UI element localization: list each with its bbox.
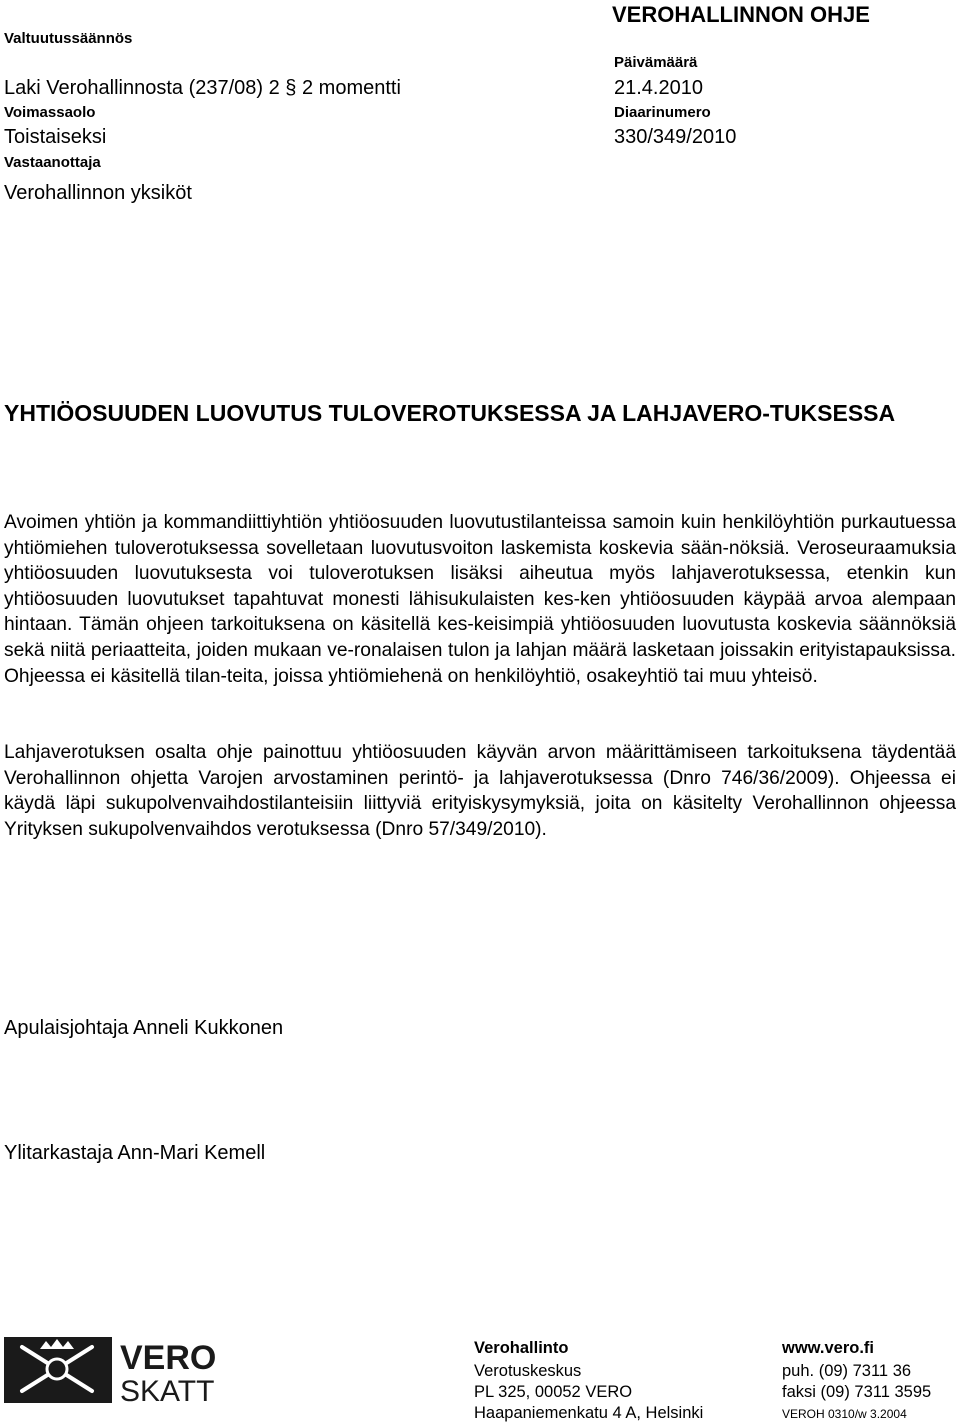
signature-deputy-director: Apulaisjohtaja Anneli Kukkonen: [4, 1017, 284, 1039]
authority-label: Valtuutussäännös: [4, 30, 133, 47]
footer-unit: Verotuskeskus: [474, 1362, 582, 1380]
intro-paragraph: Avoimen yhtiön ja kommandiittiyhtiön yhtiöosuuden luovutustilanteissa samoin kuin henkilöyhtiön purkautuessa yhtiömiehen tuloverotuksessa sovelletaan luovutusvoiton laskemista koskevia sään-nöksiä. Veroseuraamuksia yhtiöosuuden luovutuksesta voi tuloverotuksen lisäksi aiheutua myös lahjaverotuksessa, etenkin kun yhtiöosuuden luovutukset tapahtuvat monesti lähisukulaisten kes-ken yhtiöosuuden käypää arvoa alempaan hintaan. Tämän ohjeen tarkoituksena on käsitellä kes-keisimpiä yhtiöosuuden luovutusta koskevia säännöksiä sekä niitä periaatteita, joiden mukaan ve-ronalaisen tulon ja lahjan määrä lasketaan joissakin erityistapauksissa. Ohjeessa ei käsitellä tilan-teita, joissa yhtiömiehenä on henkilöyhtiö, osakeyhtiö tai muu yhteisö.: [4, 512, 956, 687]
logo-text-skatt: SKATT: [120, 1375, 215, 1405]
validity-value: Toistaiseksi: [4, 126, 107, 148]
date-label: Päivämäärä: [614, 54, 698, 71]
record-number-value: 330/349/2010: [614, 126, 737, 148]
footer-phone: puh. (09) 7311 36: [782, 1362, 912, 1380]
document-title: YHTIÖOSUUDEN LUOVUTUS TULOVEROTUKSESSA JA LAHJAVERO-TUKSESSA: [4, 400, 896, 426]
footer-website: www.vero.fi: [782, 1339, 874, 1357]
validity-label: Voimassaolo: [4, 104, 96, 121]
footer-org: Verohallinto: [474, 1339, 569, 1357]
date-value: 21.4.2010: [614, 77, 703, 99]
logo-text-vero: VERO: [120, 1339, 217, 1377]
authority-value: Laki Verohallinnosta (237/08) 2 § 2 momentti: [4, 77, 401, 99]
document-type: VEROHALLINNON OHJE: [612, 2, 870, 27]
record-number-label: Diaarinumero: [614, 104, 711, 121]
footer-address-postbox: PL 325, 00052 VERO: [474, 1383, 633, 1401]
footer-fax: faksi (09) 7311 3595: [782, 1383, 932, 1401]
gift-tax-paragraph: Lahjaverotuksen osalta ohje painottuu yhtiöosuuden käyvän arvon määrittämiseen tarkoituksena täydentää Verohallinnon ohjetta Varojen arvostaminen perintö- ja lahjaverotuksessa (Dnro 746/36/2009). Ohjeessa ei käydä läpi sukupolvenvaihdostilanteisiin liittyviä erityiskysymyksiä, joita on käsitelty Verohallinnon ohjeessa Yrityksen sukupolvenvaihdos verotuksessa (Dnro 57/349/2010).: [4, 742, 956, 840]
footer-form-code: VEROH 0310/w 3.2004: [782, 1407, 907, 1421]
recipient-label: Vastaanottaja: [4, 154, 101, 171]
vero-skatt-logo: [4, 1335, 224, 1405]
recipient-value: Verohallinnon yksiköt: [4, 182, 192, 204]
footer-address-street: Haapaniemenkatu 4 A, Helsinki: [474, 1404, 704, 1422]
signature-senior-inspector: Ylitarkastaja Ann-Mari Kemell: [4, 1142, 266, 1164]
